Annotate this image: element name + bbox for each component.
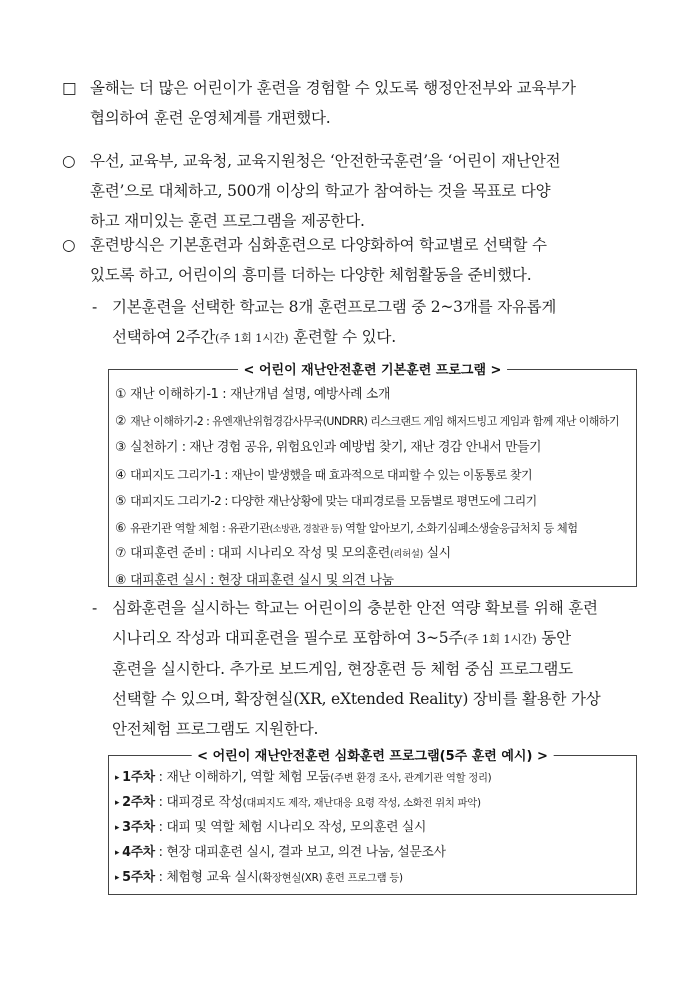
- item-number: ③: [115, 440, 127, 455]
- item-text: 대피훈련 준비 : 대피 시나리오 작성 및 모의훈련: [130, 546, 390, 561]
- week-label: 2주차: [122, 795, 155, 810]
- item-number: ⑥: [115, 520, 127, 536]
- item-number: ⑤: [115, 494, 127, 509]
- basic-program-box: [108, 363, 637, 588]
- item-text: : 현장 대피훈련 실시, 결과 보고, 의견 나눔, 설문조사: [158, 845, 446, 860]
- intro-line-2: 협의하여 훈련 운영체계를 개편했다.: [90, 109, 331, 127]
- list-item: [115, 568, 628, 595]
- item-number: ⑧: [115, 572, 127, 588]
- first-point-line-3: 하고 재미있는 훈련 프로그램을 제공한다.: [90, 212, 365, 230]
- basic-training-line-2: [92, 322, 652, 353]
- basic-program-title: < 어린이 재난안전훈련 기본훈련 프로그램 >: [238, 359, 508, 378]
- item-text: : 재난 이해하기, 역할 체험 모둠: [158, 770, 331, 785]
- item-note: (대피지도 제작, 재난대응 요령 작성, 소화전 위치 파악): [242, 797, 481, 809]
- basic-training-line-1: 기본훈련을 선택한 학교는 8개 훈련프로그램 중 2~3개를 자유롭게: [112, 298, 557, 316]
- list-item: [115, 382, 628, 409]
- basic-program-list: [109, 370, 636, 594]
- item-text: 대피지도 그리기-2 : 다양한 재난상황에 맞는 대피경로를 모둠별로 평면도에 그리기: [130, 494, 537, 508]
- list-item: [115, 790, 628, 815]
- list-item: [115, 409, 628, 436]
- item-number: ④: [115, 467, 127, 483]
- first-point-line-1: 우선, 교육부, 교육청, 교육지원청은 ‘안전한국훈련’을 ‘어린이 재난안전: [90, 152, 561, 170]
- advanced-training-paragraph: [92, 593, 652, 744]
- advanced-program-title: < 어린이 재난안전훈련 심화훈련 프로그램(5주 훈련 예시) >: [191, 745, 554, 764]
- basic-training-line-2-text: 선택하여 2주간: [112, 328, 216, 346]
- basic-training-line-2-end: 훈련할 수 있다.: [288, 328, 396, 346]
- second-point-line-2: 있도록 하고, 어린이의 흥미를 더하는 다양한 체험활동을 준비했다.: [90, 266, 532, 284]
- basic-training-paragraph: [92, 292, 652, 353]
- triangle-bullet-icon: ▸: [115, 823, 120, 833]
- list-item: [115, 840, 628, 865]
- triangle-bullet-icon: ▸: [115, 848, 120, 858]
- basic-training-schedule-note: (주 1회 1시간): [215, 331, 289, 345]
- item-note: (소방관, 경찰관 등): [269, 523, 343, 535]
- list-item: [115, 815, 628, 840]
- circle-bullet-icon: ○: [62, 152, 76, 170]
- list-item: [115, 541, 628, 568]
- item-number: ①: [115, 387, 127, 402]
- circle-bullet-icon: ○: [62, 236, 76, 254]
- first-point-paragraph: [62, 146, 652, 236]
- item-text: 대피훈련 실시 : 현장 대피훈련 실시 및 의견 나눔: [130, 572, 394, 588]
- advanced-training-line-3: 훈련을 실시한다. 추가로 보드게임, 현장훈련 등 체험 중심 프로그램도: [112, 660, 573, 678]
- advanced-program-list: [109, 756, 636, 890]
- advanced-training-line-4: 선택할 수 있으며, 확장현실(XR, eXtended Reality) 장비를 활용한 가상: [112, 690, 601, 708]
- advanced-training-line-1: 심화훈련을 실시하는 학교는 어린이의 충분한 안전 역량 확보를 위해 훈련: [112, 599, 598, 617]
- first-point-line-2: 훈련’으로 대체하고, 500개 이상의 학교가 참여하는 것을 목표로 다양: [90, 182, 551, 200]
- item-text: : 대피경로 작성: [158, 795, 243, 810]
- triangle-bullet-icon: ▸: [115, 798, 120, 808]
- list-item: [115, 462, 628, 489]
- item-note: (리허설): [389, 549, 423, 560]
- item-number: ②: [115, 413, 127, 429]
- advanced-training-line-2-end: 동안: [536, 629, 571, 647]
- dash-bullet: -: [92, 298, 98, 316]
- item-number: ⑦: [115, 546, 127, 561]
- item-text: 대피지도 그리기-1 : 재난이 발생했을 때 효과적으로 대피할 수 있는 이동통로 찾기: [130, 467, 533, 482]
- item-text: 재난 이해하기-2 : 유엔재난위험경감사무국(UNDRR) 리스크랜드 게임 해저드빙고 게임과 함께 재난 이해하기: [130, 414, 619, 428]
- triangle-bullet-icon: ▸: [115, 873, 120, 883]
- list-item: [115, 488, 628, 515]
- advanced-program-box: [108, 749, 637, 895]
- advanced-training-line-2: [92, 623, 652, 654]
- triangle-bullet-icon: ▸: [115, 773, 120, 783]
- square-bullet-icon: □: [62, 79, 77, 97]
- list-item: [115, 515, 628, 542]
- item-text-end: 역할 알아보기, 소화기심폐소생술응급처치 등 체험: [342, 520, 578, 535]
- item-note: (확장현실(XR) 훈련 프로그램 등): [258, 872, 403, 884]
- week-label: 1주차: [122, 770, 155, 785]
- item-text: : 체험형 교육 실시: [158, 870, 259, 885]
- item-text: 실천하기 : 재난 경험 공유, 위험요인과 예방법 찾기, 재난 경감 안내서 만들기: [130, 440, 542, 455]
- dash-bullet: -: [92, 599, 98, 617]
- list-item: [115, 865, 628, 890]
- week-label: 3주차: [122, 820, 155, 835]
- list-item: [115, 435, 628, 462]
- second-point-line-1: 훈련방식은 기본훈련과 심화훈련으로 다양화하여 학교별로 선택할 수: [90, 236, 547, 254]
- intro-line-1: 올해는 더 많은 어린이가 훈련을 경험할 수 있도록 행정안전부와 교육부가: [90, 79, 576, 97]
- item-text: 유관기관 역할 체험 : 유관기관: [130, 520, 270, 535]
- second-point-paragraph: [62, 230, 652, 290]
- week-label: 4주차: [122, 845, 155, 860]
- list-item: [115, 765, 628, 790]
- item-text-end: 실시: [422, 546, 451, 561]
- advanced-training-line-2-text: 시나리오 작성과 대피훈련을 필수로 포함하여 3~5주: [112, 629, 464, 647]
- item-text: 재난 이해하기-1 : 재난개념 설명, 예방사례 소개: [130, 387, 391, 402]
- week-label: 5주차: [122, 870, 155, 885]
- intro-paragraph: [62, 73, 652, 133]
- item-text: : 대피 및 역할 체험 시나리오 작성, 모의훈련 실시: [158, 820, 427, 835]
- item-note: (주변 환경 조사, 관계기관 역할 정리): [330, 772, 492, 784]
- advanced-training-schedule-note: (주 1회 1시간): [463, 632, 537, 646]
- advanced-training-line-5: 안전체험 프로그램도 지원한다.: [112, 720, 319, 738]
